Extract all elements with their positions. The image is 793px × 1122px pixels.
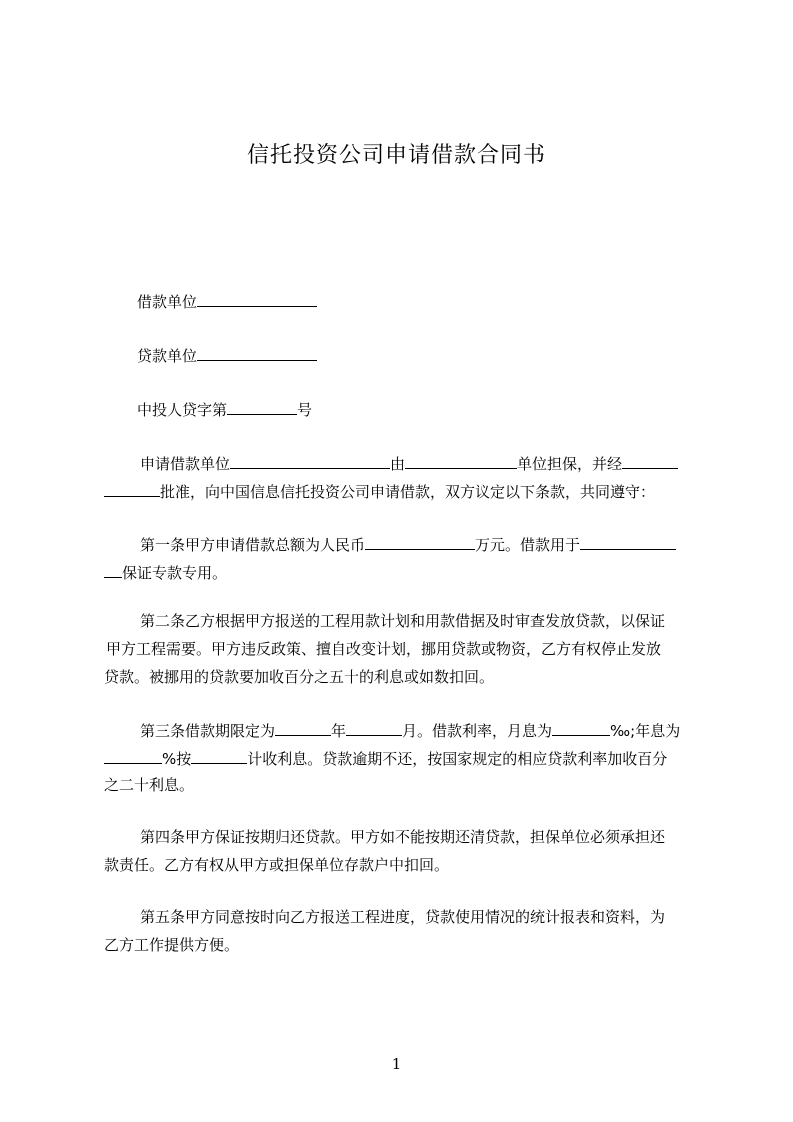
document-title: 信托投资公司申请借款合同书 bbox=[246, 143, 546, 168]
contract-number-blank[interactable] bbox=[227, 398, 297, 415]
article3-line-3: 之二十利息。 bbox=[104, 776, 195, 794]
lender-label: 贷款单位 bbox=[137, 347, 198, 365]
intro-line-2 bbox=[104, 480, 655, 502]
intro-text: 单位担保，并经 bbox=[517, 455, 623, 473]
article3-text: %按 bbox=[162, 750, 192, 768]
intro-text: 由 bbox=[390, 455, 406, 473]
article1-line-2 bbox=[104, 561, 227, 583]
article3-text: 年 bbox=[331, 722, 347, 740]
guarantor-blank[interactable] bbox=[405, 452, 517, 469]
loan-purpose-blank-cont[interactable] bbox=[104, 561, 122, 578]
contract-number-suffix: 号 bbox=[297, 401, 313, 419]
article2-line-3: 贷款。被挪用的贷款要加收百分之五十的利息或如数扣回。 bbox=[104, 668, 495, 686]
borrower-label: 借款单位 bbox=[137, 293, 198, 311]
monthly-rate-blank[interactable] bbox=[552, 719, 610, 736]
article2-line-1: 第二条乙方根据甲方报送的工程用款计划和用款借据及时审查发放贷款，以保证 bbox=[140, 612, 666, 630]
article1-text: 万元。借款用于 bbox=[475, 536, 581, 554]
lender-blank[interactable] bbox=[197, 344, 317, 361]
term-months-blank[interactable] bbox=[346, 719, 402, 736]
article3-line-1 bbox=[140, 719, 680, 741]
approver-blank[interactable] bbox=[622, 452, 678, 469]
article3-text: 计收利息。贷款逾期不还，按国家规定的相应贷款利率加收百分 bbox=[247, 750, 668, 768]
loan-amount-blank[interactable] bbox=[365, 533, 475, 550]
applicant-blank[interactable] bbox=[230, 452, 390, 469]
article2-line-2: 甲方工程需要。甲方违反政策、擅自改变计划，挪用贷款或物资，乙方有权停止发放 bbox=[106, 640, 662, 658]
borrower-blank[interactable] bbox=[197, 290, 317, 307]
interest-method-blank[interactable] bbox=[191, 747, 247, 764]
article4-line-1: 第四条甲方保证按期归还贷款。甲方如不能按期还清贷款，担保单位必须承担还 bbox=[140, 828, 666, 846]
contract-number-label: 中投人贷字第 bbox=[137, 401, 228, 419]
article3-line-2 bbox=[104, 747, 667, 769]
intro-line-1 bbox=[140, 452, 678, 474]
lender-field bbox=[137, 344, 317, 366]
article1-text: 保证专款专用。 bbox=[122, 564, 228, 582]
article3-text: ‰;年息为 bbox=[610, 722, 681, 740]
article3-text: 第三条借款期限定为 bbox=[140, 722, 276, 740]
article1-text: 第一条甲方申请借款总额为人民币 bbox=[140, 536, 366, 554]
annual-rate-blank[interactable] bbox=[104, 747, 162, 764]
contract-number-field bbox=[137, 398, 312, 420]
borrower-field bbox=[137, 290, 317, 312]
article5-line-2: 乙方工作提供方便。 bbox=[104, 936, 240, 954]
approver-blank-cont[interactable] bbox=[104, 480, 160, 497]
article4-line-2: 款责任。乙方有权从甲方或担保单位存款户中扣回。 bbox=[104, 856, 450, 874]
loan-purpose-blank[interactable] bbox=[580, 533, 676, 550]
article1-line-1 bbox=[140, 533, 676, 555]
intro-text: 批准，向中国信息信托投资公司申请借款，双方议定以下条款，共同遵守： bbox=[160, 483, 656, 501]
page-number: 1 bbox=[391, 1055, 402, 1073]
intro-text: 申请借款单位 bbox=[140, 455, 231, 473]
article3-text: 月。借款利率，月息为 bbox=[402, 722, 553, 740]
term-years-blank[interactable] bbox=[275, 719, 331, 736]
article5-line-1: 第五条甲方同意按时向乙方报送工程进度，贷款使用情况的统计报表和资料，为 bbox=[140, 908, 666, 926]
